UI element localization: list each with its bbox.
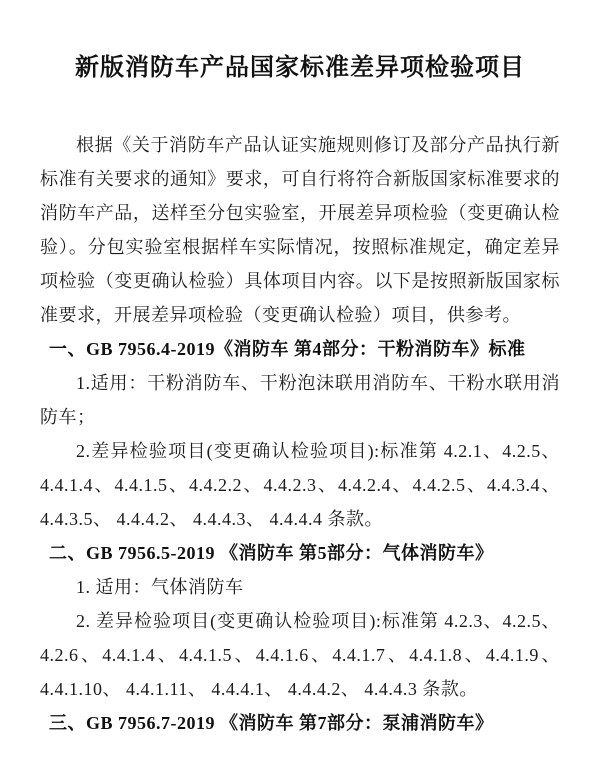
section-2-item-clauses: 2. 差异检验项目(变更确认检验项目):标准第 4.2.3、4.2.5、4.2.6、4.4.1.4、4.4.1.5、4.4.1.6、4.4.1.7、4.4.1.8、4.4.1.9、4.4.1.10、 4.4.1.11、 4.4.4.1、 4.4.4.2、 4.4.4.3 条款。 (40, 611, 560, 699)
intro-paragraph: 根据《关于消防车产品认证实施规则修订及部分产品执行新标准有关要求的通知》要求，可自行将符合新版国家标准要求的消防车产品，送样至分包实验室，开展差异项检验（变更确认检验）。分包实验室根据样车实际情况，按照标准规定，确定差异项检验（变更确认检验）具体项目内容。以下是按照新版国家标准要求，开展差异项检验（变更确认检验）项目，供参考。 (40, 135, 560, 325)
section-1-item-applicability: 1.适用：干粉消防车、干粉泡沫联用消防车、干粉水联用消防车； (40, 373, 560, 427)
section-1-heading: 一、GB 7956.4-2019《消防车 第4部分：干粉消防车》标准 (49, 339, 526, 359)
section-2-heading: 二、GB 7956.5-2019 《消防车 第5部分：气体消防车》 (49, 543, 494, 563)
section-3-heading: 三、GB 7956.7-2019 《消防车 第7部分：泵浦消防车》 (49, 713, 494, 733)
document-body (40, 128, 560, 740)
document-title: 新版消防车产品国家标准差异项检验项目 (75, 55, 525, 81)
section-1-item-clauses: 2.差异检验项目(变更确认检验项目):标准第 4.2.1、4.2.5、4.4.1.4、4.4.1.5、4.4.2.2、4.4.2.3、4.4.2.4、4.4.2.5、4.4.3.4、4.4.3.5、 4.4.4.2、 4.4.4.3、 4.4.4.4 条款。 (40, 441, 560, 529)
section-2-item-applicability: 1. 适用：气体消防车 (76, 577, 244, 597)
